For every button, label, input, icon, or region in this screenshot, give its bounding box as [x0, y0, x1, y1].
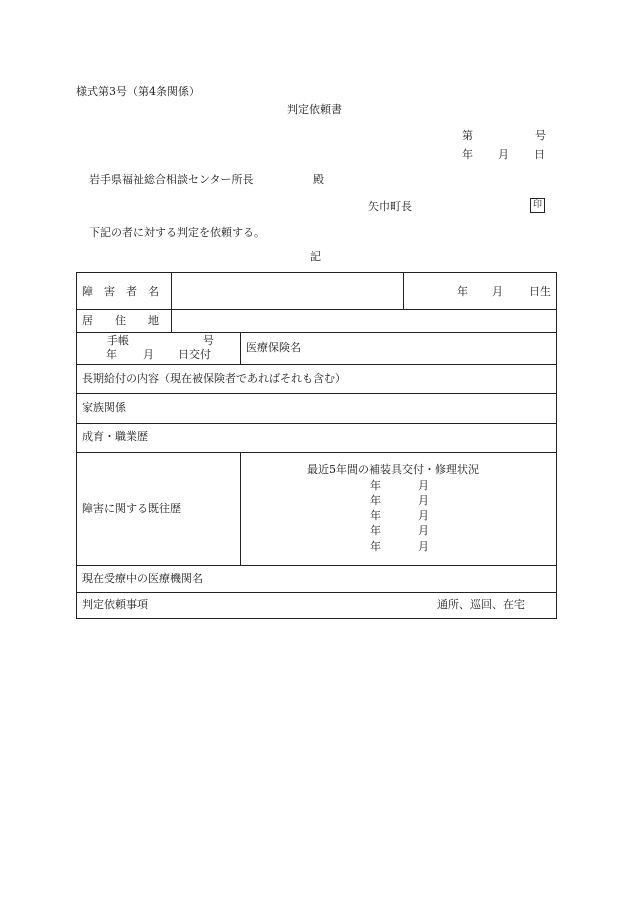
- form-number: 様式第3号（第4条関係）: [76, 85, 200, 98]
- supply-year: 年: [370, 479, 381, 492]
- date-month: 月: [498, 148, 509, 161]
- document-title: 判定依頼書: [287, 103, 342, 116]
- supply-month: 月: [418, 509, 429, 522]
- row-medical-label: 現在受療中の医療機関名: [82, 572, 203, 585]
- supply-year: 年: [370, 509, 381, 522]
- seal-mark: [530, 198, 545, 213]
- supply-month: 月: [418, 479, 429, 492]
- birth-year: 年: [457, 285, 468, 298]
- birth-day: 日生: [529, 285, 551, 298]
- notebook-issued: 日交付: [178, 348, 211, 361]
- row-family-label: 家族関係: [82, 401, 126, 414]
- supply-month: 月: [418, 494, 429, 507]
- date-day: 日: [534, 148, 545, 161]
- request-options: 通所、巡回、在宅: [437, 598, 525, 611]
- honorific: 殿: [313, 173, 324, 186]
- row-history-label: 障害に関する既往歴: [82, 502, 181, 515]
- notebook-number-suffix: 号: [203, 334, 214, 347]
- seal-text: 印: [532, 200, 542, 210]
- table-line: [76, 618, 557, 619]
- table-line: [76, 332, 557, 333]
- table-line: [76, 452, 557, 453]
- doc-number-prefix: 第: [462, 129, 473, 142]
- table-line: [76, 565, 557, 566]
- insurance-label: 医療保険名: [246, 341, 301, 354]
- table-line: [240, 452, 241, 565]
- row-benefit-label: 長期給付の内容（現在被保険者であればそれも含む）: [82, 372, 346, 385]
- table-line: [76, 272, 77, 619]
- supply-month: 月: [418, 524, 429, 537]
- row-request-label: 判定依頼事項: [82, 598, 148, 611]
- row-career-label: 成育・職業歴: [82, 430, 148, 443]
- table-line: [76, 393, 557, 394]
- request-text: 下記の者に対する判定を依頼する。: [89, 226, 265, 239]
- supply-year: 年: [370, 540, 381, 553]
- table-line: [76, 309, 557, 310]
- supply-year: 年: [370, 494, 381, 507]
- ki-label: 記: [310, 250, 321, 263]
- table-line: [171, 272, 172, 332]
- notebook-month: 月: [143, 348, 154, 361]
- notebook-year: 年: [106, 348, 117, 361]
- addressee: 岩手県福祉総合相談センター所長: [89, 173, 254, 186]
- notebook-label: 手帳: [107, 334, 129, 347]
- row-address-label: 居 住 地: [82, 314, 159, 327]
- supply-year: 年: [370, 524, 381, 537]
- date-year: 年: [462, 148, 473, 161]
- table-line: [240, 332, 241, 364]
- table-line: [403, 272, 404, 309]
- table-line: [76, 272, 557, 273]
- supply-month: 月: [418, 540, 429, 553]
- table-line: [76, 423, 557, 424]
- table-line: [76, 364, 557, 365]
- table-line: [76, 592, 557, 593]
- supply-title: 最近5年間の補装具交付・修理状況: [307, 463, 479, 476]
- sender: 矢巾町長: [368, 200, 412, 213]
- birth-month: 月: [492, 285, 503, 298]
- row-name-label: 障 害 者 名: [82, 285, 159, 298]
- doc-number-suffix: 号: [535, 129, 546, 142]
- table-line: [556, 272, 557, 619]
